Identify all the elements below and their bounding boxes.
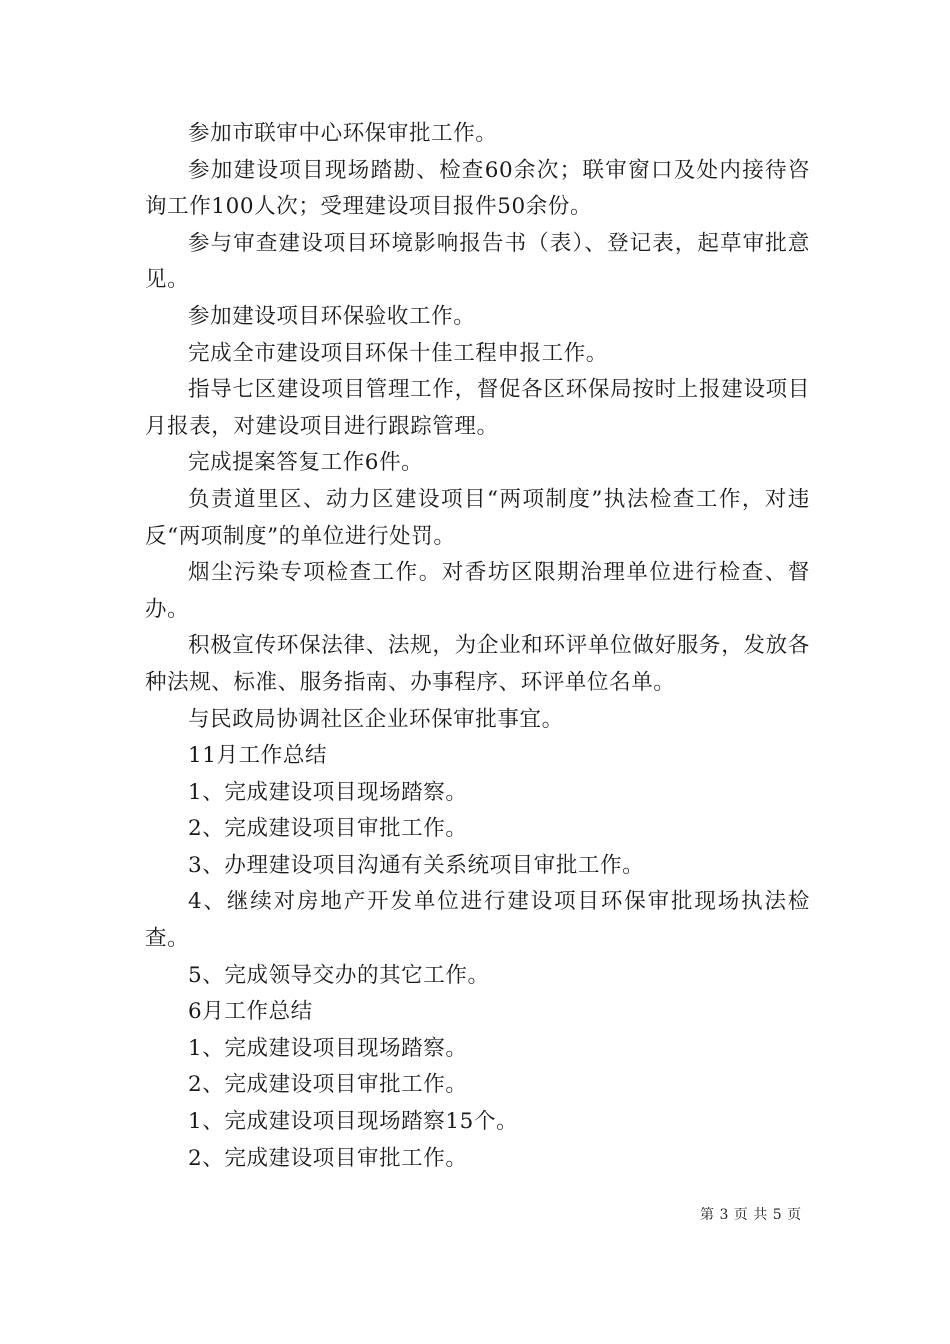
paragraph: 参加市联审中心环保审批工作。 — [188, 121, 498, 146]
paragraph: 完成提案答复工作6件。 — [188, 450, 424, 476]
section-heading: 11月工作总结 — [188, 743, 328, 769]
list-item: 2、完成建设项目审批工作。 — [188, 1145, 468, 1171]
paragraph: 与民政局协调社区企业环保审批事宜。 — [188, 706, 564, 732]
list-item: 3、办理建设项目沟通有关系统项目审批工作。 — [188, 852, 645, 878]
list-item: 2、完成建设项目审批工作。 — [188, 1072, 468, 1098]
list-item: 4、继续对房地产开发单位进行建设项目环保审批现场执法检查。 — [145, 889, 810, 952]
section-heading: 6月工作总结 — [188, 999, 313, 1025]
paragraph: 烟尘污染专项检查工作。对香坊区限期治理单位进行检查、督办。 — [145, 560, 810, 622]
paragraph: 指导七区建设项目管理工作，督促各区环保局按时上报建设项目月报表，对建设项目进行跟踪管理。 — [145, 377, 810, 439]
paragraph: 负责道里区、动力区建设项目“两项制度”执法检查工作，对违反“两项制度”的单位进行处罚。 — [145, 486, 810, 549]
document-body — [145, 116, 810, 1177]
paragraph: 参加建设项目现场踏勘、检查60余次；联审窗口及处内接待咨询工作100人次；受理建设项目报件50余份。 — [145, 157, 810, 220]
paragraph: 完成全市建设项目环保十佳工程申报工作。 — [188, 340, 608, 366]
paragraph: 参与审查建设项目环境影响报告书（表）、登记表，起草审批意见。 — [145, 230, 810, 293]
paragraph: 积极宣传环保法律、法规，为企业和环评单位做好服务，发放各种法规、标准、服务指南、办事程序、环评单位名单。 — [145, 633, 810, 695]
list-item: 1、完成建设项目现场踏察。 — [188, 1035, 468, 1061]
list-item: 1、完成建设项目现场踏察15个。 — [188, 1109, 519, 1135]
paragraph: 参加建设项目环保验收工作。 — [188, 303, 476, 329]
page-number: 第 3 页 共 5 页 — [700, 1207, 802, 1223]
list-item: 2、完成建设项目审批工作。 — [188, 816, 468, 842]
list-item: 1、完成建设项目现场踏察。 — [188, 779, 468, 805]
list-item: 5、完成领导交办的其它工作。 — [188, 962, 490, 988]
